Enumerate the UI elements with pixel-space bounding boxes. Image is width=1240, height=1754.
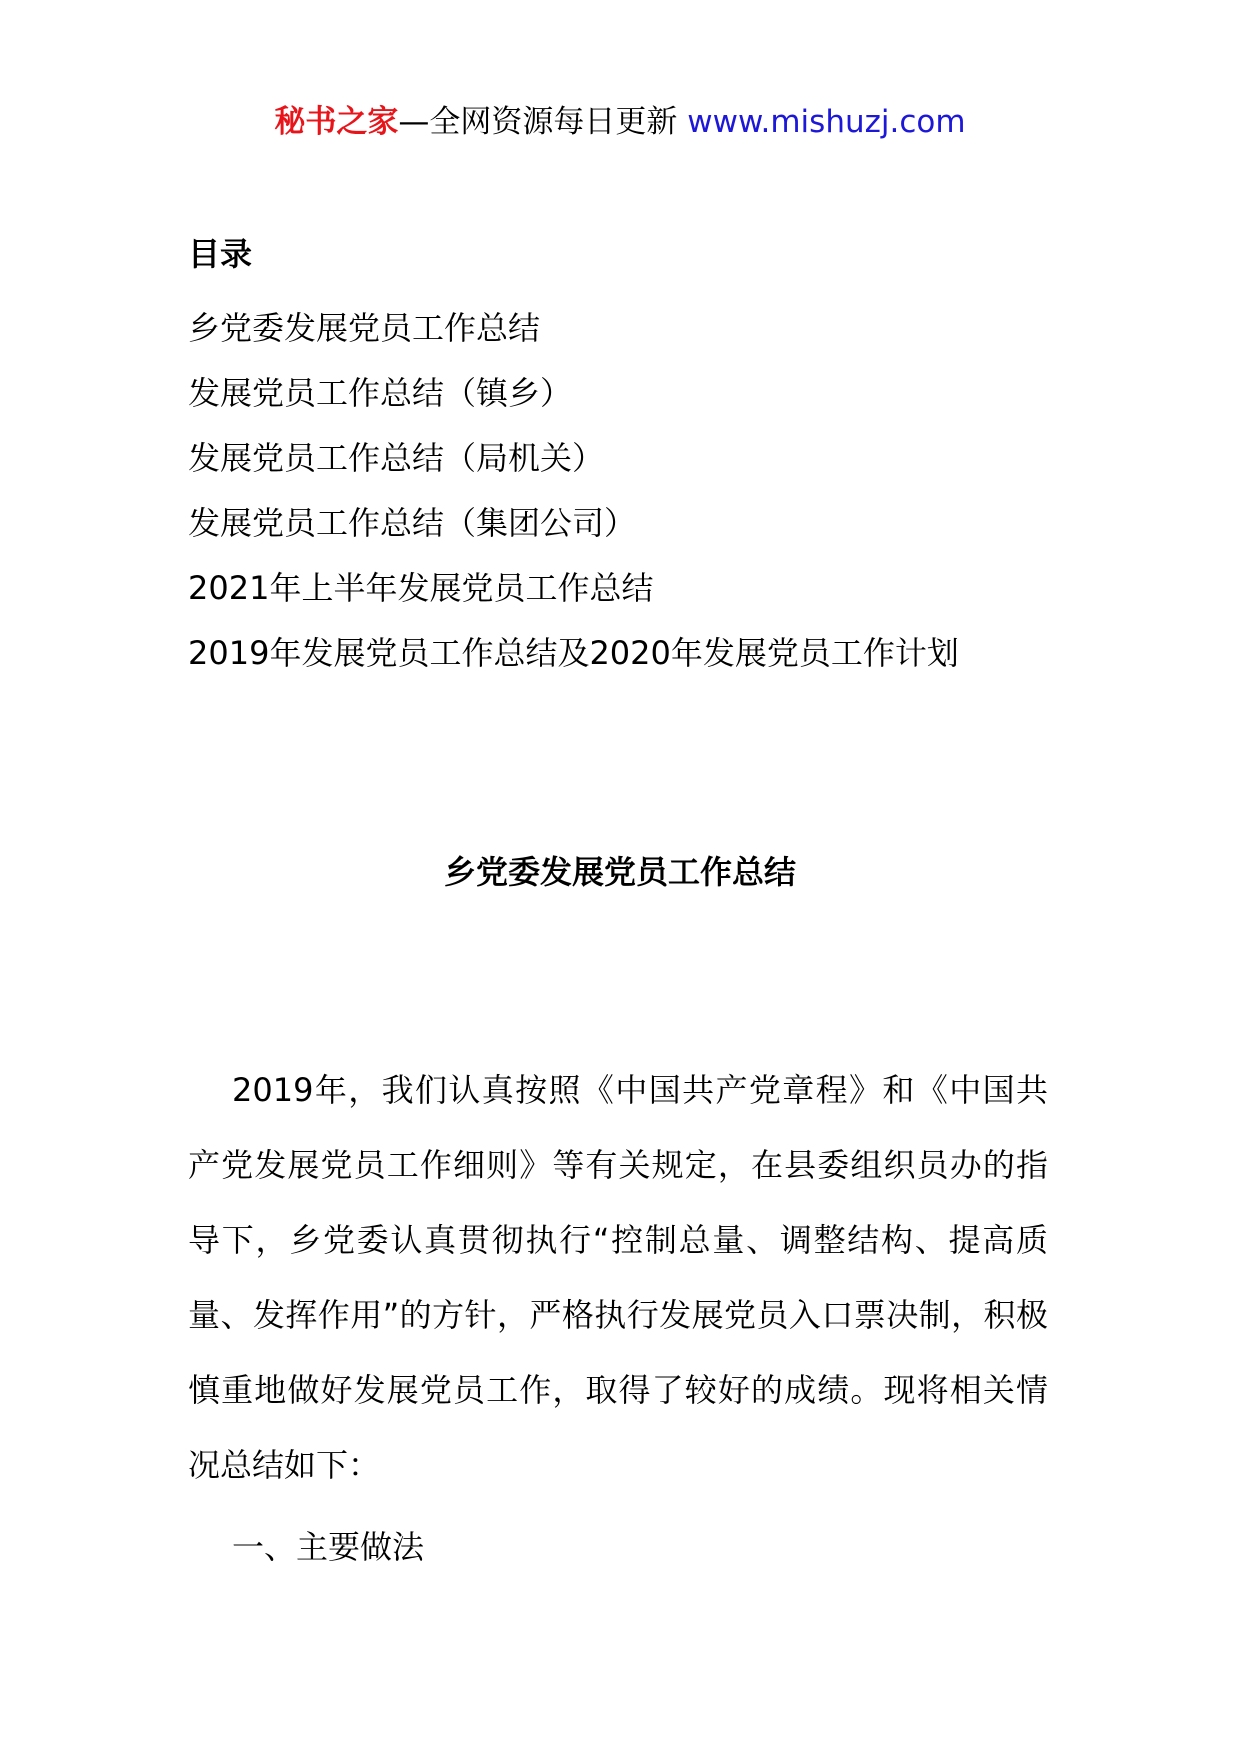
site-header (0, 102, 1240, 142)
site-tagline: —全网资源每日更新 (398, 104, 688, 140)
toc-item[interactable]: 发展党员工作总结（集团公司） (188, 504, 637, 542)
toc-title: 目录 (188, 235, 253, 273)
section-heading: 一、主要做法 (232, 1528, 425, 1566)
article-title: 乡党委发展党员工作总结 (443, 853, 796, 891)
toc-list (188, 296, 959, 686)
toc-item[interactable]: 2019年发展党员工作总结及2020年发展党员工作计划 (188, 634, 959, 672)
toc-item[interactable]: 发展党员工作总结（局机关） (188, 439, 605, 477)
site-url-link[interactable]: www.mishuzj.com (687, 104, 966, 140)
toc-item[interactable]: 发展党员工作总结（镇乡） (188, 374, 573, 412)
toc-item[interactable]: 2021年上半年发展党员工作总结 (188, 569, 654, 607)
toc-item[interactable]: 乡党委发展党员工作总结 (188, 309, 541, 347)
intro-paragraph: 2019年，我们认真按照《中国共产党章程》和《中国共产党发展党员工作细则》等有关规定，在县委组织员办的指导下，乡党委认真贯彻执行“控制总量、调整结构、提高质量、发挥作用”的方针，严格执行发展党员入口票决制，积极慎重地做好发展党员工作，取得了较好的成绩。现将相关情况总结如下： (188, 1071, 1048, 1484)
site-brand: 秘书之家 (274, 104, 399, 140)
